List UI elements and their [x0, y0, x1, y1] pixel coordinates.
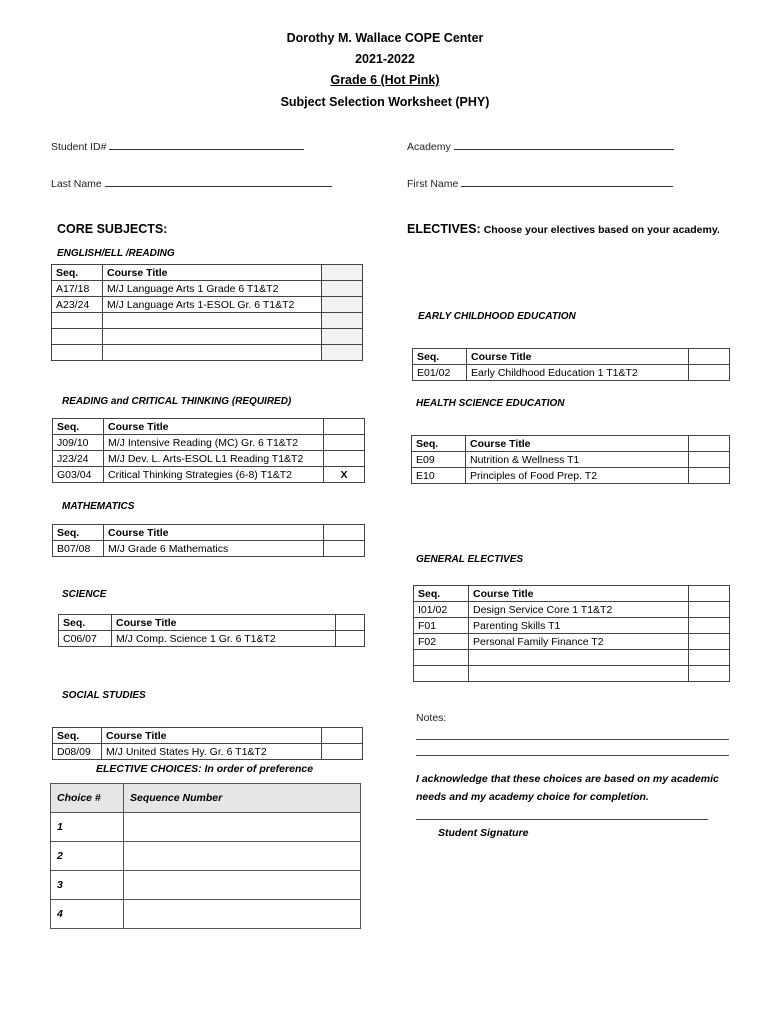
- seq-cell[interactable]: [52, 329, 103, 345]
- course-title-cell[interactable]: [103, 345, 322, 361]
- seq-header: Seq.: [52, 265, 103, 281]
- mark-cell[interactable]: [689, 634, 730, 650]
- first-name-field[interactable]: [407, 175, 673, 190]
- seq-cell: I01/02: [414, 602, 469, 618]
- mark-cell[interactable]: [689, 452, 730, 468]
- mark-cell[interactable]: [689, 666, 730, 682]
- course-title-cell: Design Service Core 1 T1&T2: [469, 602, 689, 618]
- course-title-cell[interactable]: [469, 666, 689, 682]
- table-row[interactable]: [53, 451, 365, 467]
- course-title-header: Course Title: [466, 436, 689, 452]
- course-title-cell: Parenting Skills T1: [469, 618, 689, 634]
- early-childhood-table: [412, 348, 730, 381]
- english-heading: ENGLISH/ELL /READING: [57, 248, 175, 259]
- notes-line-1[interactable]: [416, 739, 729, 740]
- mark-cell[interactable]: [689, 602, 730, 618]
- course-title-header: Course Title: [104, 419, 324, 435]
- table-row[interactable]: [52, 329, 363, 345]
- seq-cell[interactable]: [414, 650, 469, 666]
- reading-heading: READING and CRITICAL THINKING (REQUIRED): [62, 396, 292, 407]
- seq-cell[interactable]: [414, 666, 469, 682]
- first-name-line[interactable]: [461, 175, 673, 187]
- acknowledgement-line-2: needs and my academy choice for completion.: [416, 791, 649, 803]
- science-heading: SCIENCE: [62, 589, 107, 600]
- academy-field[interactable]: [407, 138, 674, 153]
- electives-subtitle: Choose your electives based on your academy.: [483, 224, 720, 236]
- acknowledgement-line-1: I acknowledge that these choices are based on my academic: [416, 773, 719, 785]
- mark-cell[interactable]: [322, 297, 363, 313]
- course-title-header: Course Title: [467, 349, 689, 365]
- seq-cell: J23/24: [53, 451, 104, 467]
- seq-header: Seq.: [414, 586, 469, 602]
- sequence-number-input[interactable]: [124, 871, 361, 900]
- math-table: [52, 524, 365, 557]
- table-row[interactable]: [414, 650, 730, 666]
- mark-cell[interactable]: X: [324, 467, 365, 483]
- student-id-line[interactable]: [109, 138, 304, 150]
- seq-cell: C06/07: [59, 631, 112, 647]
- general-electives-table: [413, 585, 730, 682]
- mark-cell[interactable]: [324, 435, 365, 451]
- seq-header: Seq.: [53, 419, 104, 435]
- mark-cell[interactable]: [324, 451, 365, 467]
- health-science-table: [411, 435, 730, 484]
- seq-cell: F02: [414, 634, 469, 650]
- seq-cell: F01: [414, 618, 469, 634]
- social-heading: SOCIAL STUDIES: [62, 690, 146, 701]
- electives-title-wrap: [407, 222, 720, 236]
- student-id-field[interactable]: [51, 138, 304, 153]
- seq-cell: E01/02: [413, 365, 467, 381]
- seq-cell: A17/18: [52, 281, 103, 297]
- electives-title: ELECTIVES:: [407, 222, 481, 236]
- course-title-header: Course Title: [103, 265, 322, 281]
- mark-cell[interactable]: [324, 541, 365, 557]
- seq-cell[interactable]: [52, 345, 103, 361]
- course-title-cell: Personal Family Finance T2: [469, 634, 689, 650]
- table-row[interactable]: [53, 467, 365, 483]
- course-title-cell: Early Childhood Education 1 T1&T2: [467, 365, 689, 381]
- choices-table: [50, 783, 361, 929]
- choice-number-cell: 2: [51, 842, 124, 871]
- course-title-cell: M/J Language Arts 1-ESOL Gr. 6 T1&T2: [103, 297, 322, 313]
- academy-label: Academy: [407, 141, 451, 153]
- choice-number-cell: 4: [51, 900, 124, 929]
- sequence-number-input[interactable]: [124, 842, 361, 871]
- seq-cell: B07/08: [53, 541, 104, 557]
- mark-header: [689, 436, 730, 452]
- reading-table: [52, 418, 365, 483]
- english-table: [51, 264, 363, 361]
- course-title-cell[interactable]: [103, 313, 322, 329]
- mark-header: [322, 265, 363, 281]
- worksheet-title: Subject Selection Worksheet (PHY): [280, 95, 490, 109]
- course-title-cell: M/J Language Arts 1 Grade 6 T1&T2: [103, 281, 322, 297]
- health-science-heading: HEALTH SCIENCE EDUCATION: [416, 398, 565, 409]
- course-title-cell: Critical Thinking Strategies (6-8) T1&T2: [104, 467, 324, 483]
- first-name-label: First Name: [407, 178, 459, 190]
- table-row[interactable]: [414, 602, 730, 618]
- table-row[interactable]: [51, 900, 361, 929]
- grade-title: Grade 6 (Hot Pink): [330, 73, 440, 87]
- sequence-number-header: Sequence Number: [124, 784, 361, 813]
- seq-cell: A23/24: [52, 297, 103, 313]
- table-row[interactable]: [413, 365, 730, 381]
- mark-header: [324, 419, 365, 435]
- grade-wrap: [0, 73, 770, 87]
- last-name-line[interactable]: [105, 175, 332, 187]
- general-electives-heading: GENERAL ELECTIVES: [416, 554, 524, 565]
- center-name: Dorothy M. Wallace COPE Center: [286, 31, 484, 45]
- table-row[interactable]: [52, 345, 363, 361]
- table-row[interactable]: [52, 313, 363, 329]
- mark-header: [322, 728, 363, 744]
- social-table: [52, 727, 363, 760]
- core-subjects-title: CORE SUBJECTS:: [57, 222, 168, 236]
- signature-label: Student Signature: [438, 827, 529, 839]
- mark-cell[interactable]: [689, 365, 730, 381]
- table-row[interactable]: [59, 631, 365, 647]
- academy-line[interactable]: [454, 138, 674, 150]
- notes-label: Notes:: [416, 712, 447, 724]
- mark-cell[interactable]: [322, 345, 363, 361]
- seq-cell: E09: [412, 452, 466, 468]
- last-name-label: Last Name: [51, 178, 102, 190]
- mark-cell[interactable]: [689, 618, 730, 634]
- table-row[interactable]: [52, 297, 363, 313]
- seq-cell: G03/04: [53, 467, 104, 483]
- notes-line-2[interactable]: [416, 755, 729, 756]
- course-title-header: Course Title: [112, 615, 336, 631]
- course-title-cell: M/J Comp. Science 1 Gr. 6 T1&T2: [112, 631, 336, 647]
- table-row[interactable]: [414, 618, 730, 634]
- mark-cell[interactable]: [322, 281, 363, 297]
- course-title-cell[interactable]: [469, 650, 689, 666]
- table-row[interactable]: [52, 281, 363, 297]
- seq-header: Seq.: [412, 436, 466, 452]
- table-row[interactable]: [51, 871, 361, 900]
- signature-line[interactable]: [416, 819, 708, 820]
- science-table: [58, 614, 365, 647]
- seq-cell: E10: [412, 468, 466, 484]
- course-title-header: Course Title: [469, 586, 689, 602]
- course-title-cell: M/J United States Hy. Gr. 6 T1&T2: [102, 744, 322, 760]
- seq-cell[interactable]: [52, 313, 103, 329]
- seq-cell: D08/09: [53, 744, 102, 760]
- course-title-cell: M/J Grade 6 Mathematics: [104, 541, 324, 557]
- seq-header: Seq.: [413, 349, 467, 365]
- seq-header: Seq.: [59, 615, 112, 631]
- course-title-cell[interactable]: [103, 329, 322, 345]
- student-id-label: Student ID#: [51, 141, 107, 153]
- table-row[interactable]: [53, 541, 365, 557]
- choice-number-header: Choice #: [51, 784, 124, 813]
- mark-header: [689, 586, 730, 602]
- school-year: 2021-2022: [355, 52, 415, 66]
- mark-header: [324, 525, 365, 541]
- mark-cell[interactable]: [689, 650, 730, 666]
- mark-cell[interactable]: [322, 313, 363, 329]
- table-row[interactable]: [414, 666, 730, 682]
- mark-cell[interactable]: [689, 468, 730, 484]
- table-row[interactable]: [53, 435, 365, 451]
- choice-number-cell: 3: [51, 871, 124, 900]
- sequence-number-input[interactable]: [124, 813, 361, 842]
- sequence-number-input[interactable]: [124, 900, 361, 929]
- seq-header: Seq.: [53, 525, 104, 541]
- course-title-header: Course Title: [104, 525, 324, 541]
- mark-cell[interactable]: [322, 744, 363, 760]
- acknowledgement-text: [416, 770, 719, 806]
- table-row[interactable]: [51, 813, 361, 842]
- mark-cell[interactable]: [336, 631, 365, 647]
- last-name-field[interactable]: [51, 175, 332, 190]
- mark-cell[interactable]: [322, 329, 363, 345]
- mark-header: [336, 615, 365, 631]
- seq-cell: J09/10: [53, 435, 104, 451]
- table-row[interactable]: [412, 452, 730, 468]
- table-row[interactable]: [51, 842, 361, 871]
- course-title-cell: Nutrition & Wellness T1: [466, 452, 689, 468]
- table-row[interactable]: [53, 744, 363, 760]
- course-title-cell: M/J Dev. L. Arts-ESOL L1 Reading T1&T2: [104, 451, 324, 467]
- course-title-cell: Principles of Food Prep. T2: [466, 468, 689, 484]
- seq-header: Seq.: [53, 728, 102, 744]
- math-heading: MATHEMATICS: [62, 501, 135, 512]
- mark-header: [689, 349, 730, 365]
- early-childhood-heading: EARLY CHILDHOOD EDUCATION: [418, 311, 576, 322]
- table-row[interactable]: [414, 634, 730, 650]
- course-title-header: Course Title: [102, 728, 322, 744]
- course-title-cell: M/J Intensive Reading (MC) Gr. 6 T1&T2: [104, 435, 324, 451]
- elective-choices-heading: ELECTIVE CHOICES: In order of preference: [96, 763, 314, 775]
- choice-number-cell: 1: [51, 813, 124, 842]
- table-row[interactable]: [412, 468, 730, 484]
